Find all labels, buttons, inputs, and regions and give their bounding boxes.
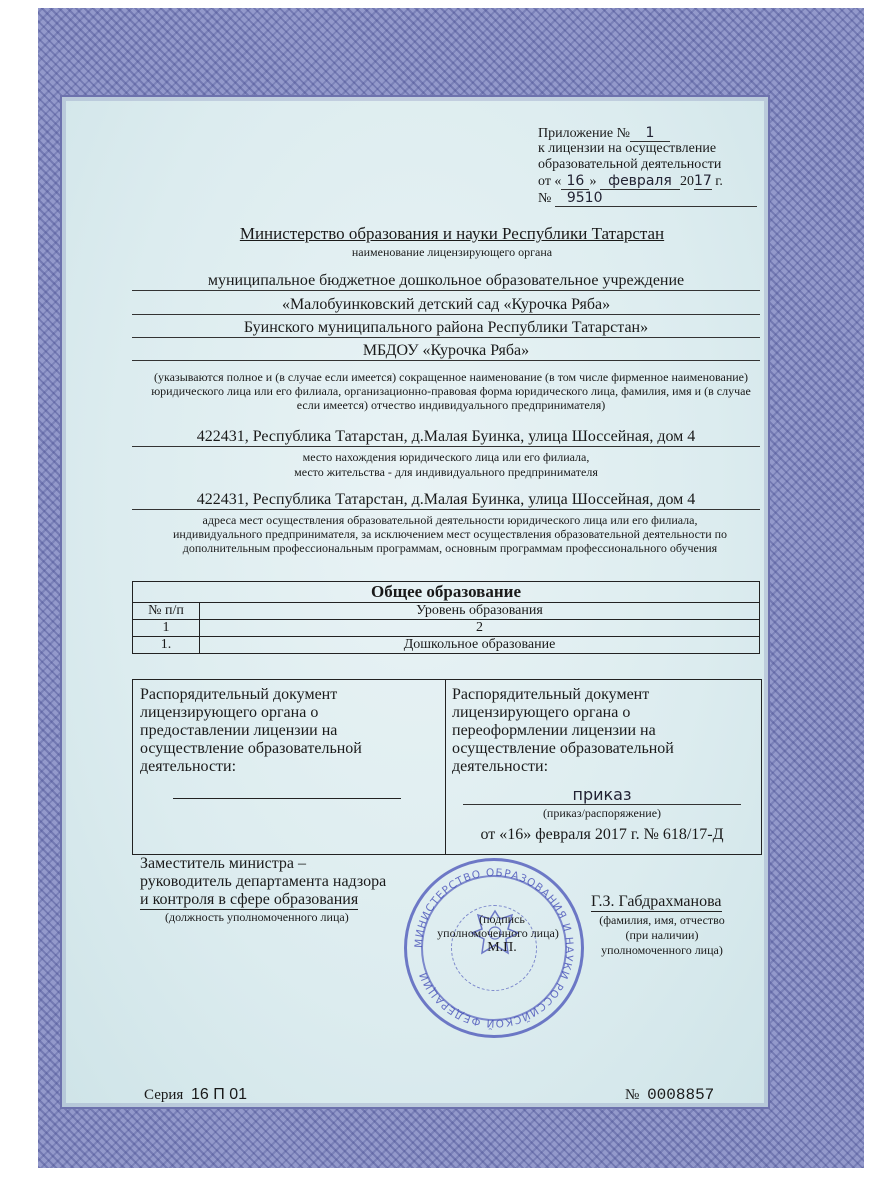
authority-name: Министерство образования и науки Республики Татарстан <box>239 224 665 243</box>
appendix-year: 17 <box>693 173 712 189</box>
sign-caption1: (подпись <box>479 912 525 926</box>
education-table-title: Общее образование <box>133 582 760 603</box>
sign-mp: М.П. <box>487 940 517 955</box>
form-number-value: 0008857 <box>647 1086 715 1104</box>
documents-left-blank <box>173 798 401 799</box>
table-header-num: № п/п <box>133 603 200 620</box>
form-number <box>625 1086 714 1104</box>
org-line4: МБДОУ «Курочка Ряба» <box>132 342 760 361</box>
sign-position-caption: (должность уполномоченного лица) <box>165 910 349 924</box>
table-index-level: 2 <box>200 620 760 637</box>
documents-left-text: Распорядительный документ лицензирующего органа о предоставлении лицензии на осуществление образовательной деятельности: <box>140 686 362 775</box>
appendix-number: 1 <box>630 125 670 142</box>
org-line3: Буинского муниципального района Республики Татарстан» <box>132 319 760 338</box>
documents-right-type: приказ <box>463 786 741 805</box>
sign-caption2: уполномоченного лица) <box>437 926 559 940</box>
appendix-line1: Приложение № 1 <box>538 125 670 142</box>
table-row-num: 1. <box>133 637 200 654</box>
sign-position-line3: и контроля в сфере образования <box>140 891 359 908</box>
form-series-value: 16 П 01 <box>191 1086 248 1103</box>
sign-name-caption1: (фамилия, имя, отчество <box>599 913 725 927</box>
appendix-date: от « 16 » февраля 2017 г. <box>538 173 723 189</box>
form-number-label: № <box>625 1087 640 1103</box>
authority-caption: наименование лицензирующего органа <box>351 245 553 259</box>
appendix-license: № 9510 <box>538 190 757 207</box>
activity-caption: адреса мест осуществления образовательной деятельности юридического лица или его филиала, индивидуального предпринимателя, за исключением мест осуществления образовательной деятельности по дополнительным профессиональным программам, основным программам профессионального обучения <box>172 513 728 555</box>
table-index-num: 1 <box>133 620 200 637</box>
education-table <box>132 581 760 654</box>
org-line2: «Малобуинковский детский сад «Курочка Ряба» <box>132 296 760 315</box>
sign-name: Г.З. Габдрахманова <box>591 893 722 910</box>
documents-left <box>133 680 446 854</box>
form-series <box>144 1086 247 1104</box>
appendix-day: 16 <box>561 173 589 190</box>
documents-box <box>132 679 762 855</box>
svg-text:МИНИСТЕРСТВО ОБРАЗОВАНИЯ И НАУ: МИНИСТЕРСТВО ОБРАЗОВАНИЯ И НАУКИ РОССИЙСКОЙ ФЕДЕРАЦИИ <box>412 866 576 1030</box>
appendix-line3: образовательной деятельности <box>538 157 722 172</box>
documents-right-date: от «16» февраля 2017 г. № 618/17-Д <box>480 826 724 843</box>
sign-position-line2: руководитель департамента надзора <box>140 873 387 890</box>
form-series-label: Серия <box>144 1087 184 1103</box>
sign-name-caption3: уполномоченного лица) <box>601 943 723 957</box>
location-caption2: место жительства - для индивидуального предпринимателя <box>294 465 598 479</box>
sign-position-line1: Заместитель министра – <box>140 855 306 872</box>
activity-address: 422431, Республика Татарстан, д.Малая Буинка, улица Шоссейная, дом 4 <box>132 491 760 510</box>
appendix-license-number: 9510 <box>555 190 757 207</box>
documents-right <box>445 680 761 854</box>
org-line1: муниципальное бюджетное дошкольное образовательное учреждение <box>132 272 760 291</box>
appendix-line2: к лицензии на осуществление <box>538 141 717 156</box>
location-address: 422431, Республика Татарстан, д.Малая Буинка, улица Шоссейная, дом 4 <box>132 428 760 447</box>
table-row <box>133 637 760 654</box>
table-header-level: Уровень образования <box>200 603 760 620</box>
documents-right-type-caption: (приказ/распоряжение) <box>542 806 662 820</box>
location-caption1: место нахождения юридического лица или его филиала, <box>302 450 590 464</box>
documents-right-text: Распорядительный документ лицензирующего органа о переоформлении лицензии на осуществление образовательной деятельности: <box>452 686 674 775</box>
table-row-level: Дошкольное образование <box>200 637 760 654</box>
sign-name-caption2: (при наличии) <box>625 928 699 942</box>
appendix-month: февраля <box>600 173 680 190</box>
org-caption: (указываются полное и (в случае если имеется) сокращенное наименование (в том числе фирменное наименование) юридического лица или его филиала, организационно-правовая форма юридического лица, фамилия, имя и (в случае если имеется) отчество индивидуального предпринимателя) <box>151 370 751 412</box>
